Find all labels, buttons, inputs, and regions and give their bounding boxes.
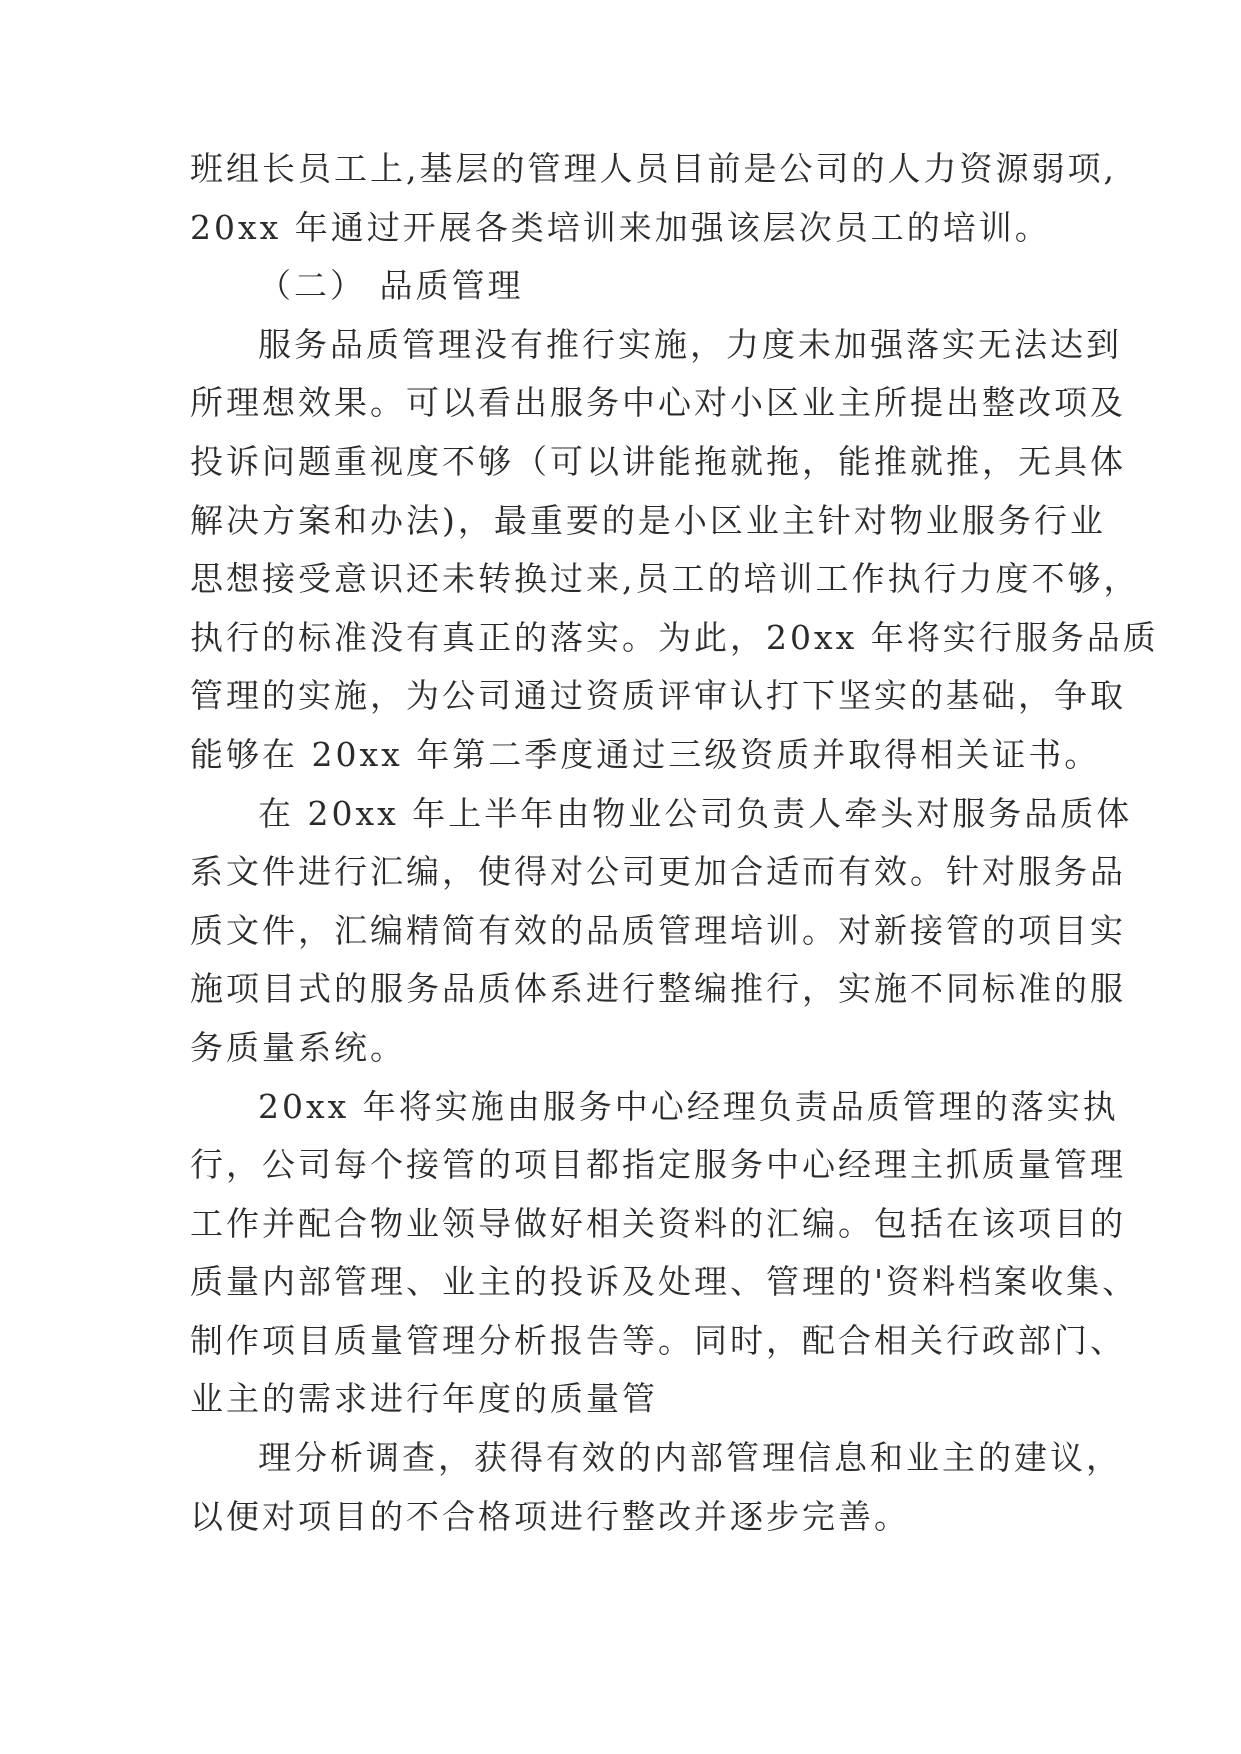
text-line: 20xx 年通过开展各类培训来加强该层次员工的培训。 bbox=[190, 207, 1051, 247]
text-line: 制作项目质量管理分析报告等。同时，配合相关行政部门、 bbox=[190, 1320, 1126, 1360]
text-line: 质量内部管理、业主的投诉及处理、管理的'资料档案收集、 bbox=[190, 1262, 1139, 1302]
text-line: 能够在 20xx 年第二季度通过三级资质并取得相关证书。 bbox=[190, 734, 1101, 774]
text-line: 所理想效果。可以看出服务中心对小区业主所提出整改项及 bbox=[190, 383, 1126, 423]
text-line: 在 20xx 年上半年由物业公司负责人牵头对服务品质体 bbox=[258, 793, 1133, 833]
text-line: 质文件，汇编精简有效的品质管理培训。对新接管的项目实 bbox=[190, 910, 1126, 950]
text-line: 施项目式的服务品质体系进行整编推行，实施不同标准的服 bbox=[190, 969, 1126, 1009]
text-line: 以便对项目的不合格项进行整改并逐步完善。 bbox=[190, 1496, 910, 1536]
text-line: 业主的需求进行年度的质量管 bbox=[190, 1379, 658, 1419]
text-line: 解决方案和办法)，最重要的是小区业主针对物业服务行业 bbox=[190, 500, 1106, 540]
text-line: 管理的实施，为公司通过资质评审认打下坚实的基础，争取 bbox=[190, 676, 1126, 716]
text-line: 务质量系统。 bbox=[190, 1027, 406, 1067]
text-line: 系文件进行汇编，使得对公司更加合适而有效。针对服务品 bbox=[190, 852, 1126, 892]
text-line: 班组长员工上,基层的管理人员目前是公司的人力资源弱项, bbox=[190, 149, 1117, 188]
text-line: 行，公司每个接管的项目都指定服务中心经理主抓质量管理 bbox=[190, 1145, 1126, 1185]
text-line: 执行的标准没有真正的落实。为此，20xx 年将实行服务品质 bbox=[190, 617, 1159, 657]
text-line: 工作并配合物业领导做好相关资料的汇编。包括在该项目的 bbox=[190, 1203, 1126, 1243]
text-line: 服务品质管理没有推行实施，力度未加强落实无法达到 bbox=[258, 324, 1122, 364]
text-line: 思想接受意识还未转换过来,员工的培训工作执行力度不够， bbox=[190, 559, 1140, 599]
text-line: 投诉问题重视度不够（可以讲能拖就拖，能推就推，无具体 bbox=[190, 441, 1126, 481]
text-line: 20xx 年将实施由服务中心经理负责品质管理的落实执 bbox=[258, 1086, 1119, 1126]
section-heading: （二） 品质管理 bbox=[258, 266, 524, 306]
document-body bbox=[190, 140, 1159, 1546]
text-line: 理分析调查，获得有效的内部管理信息和业主的建议， bbox=[258, 1438, 1122, 1478]
